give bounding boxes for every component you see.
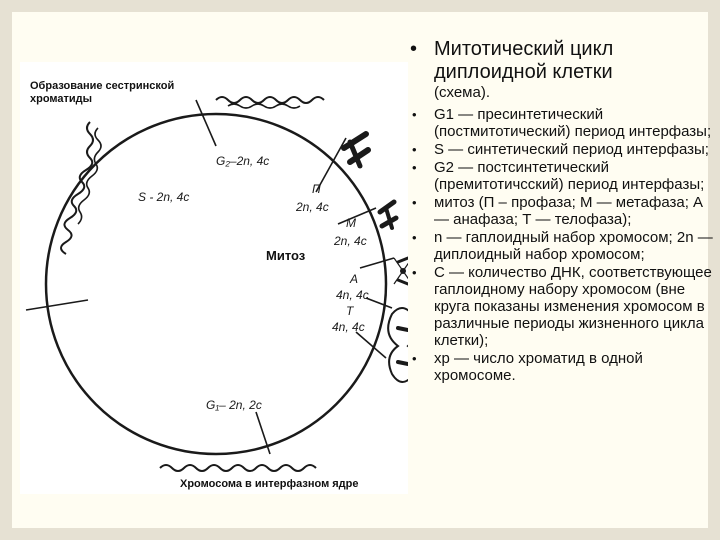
slide-subtitle: (схема). — [434, 84, 490, 101]
legend-item-g2: • G2 — постсинтетический (премитотичсский) период интерфазы; — [412, 159, 705, 193]
mitotic-cycle-diagram — [20, 62, 408, 494]
sister-chromatid-caption: Образование сестринской хроматиды — [30, 80, 175, 105]
mitosis-label: Митоз — [266, 248, 306, 263]
g2-label: G₂–2n, 4c — [216, 154, 270, 168]
bullet-icon: • — [412, 195, 417, 210]
bullet-icon: • — [412, 142, 417, 157]
prophase-chromosome — [344, 134, 368, 166]
metaphase-boundary-line — [338, 208, 376, 224]
metaphase-chromosome — [380, 202, 396, 228]
s-label: S - 2n, 4c — [138, 190, 190, 204]
interphase-chromosome — [160, 465, 316, 471]
s-phase-chromatid — [78, 128, 101, 224]
telophase-label: Т — [346, 304, 354, 318]
prophase-ploidy-label: 2n, 4c — [296, 200, 329, 214]
sister-chromatid-copy — [228, 104, 300, 108]
prophase-label: П — [312, 182, 321, 196]
bullet-icon: • — [412, 230, 417, 245]
s-boundary-line — [26, 300, 88, 310]
legend-item-s: • S — синтетический период интерфазы; — [412, 141, 709, 158]
sister-chromatid-forming — [216, 97, 324, 103]
metaphase-label: М — [346, 216, 356, 230]
legend-item-mitosis: • митоз (П – профаза; М — метафаза; А — анафаза; Т — телофаза); — [412, 194, 704, 228]
legend-item-ploidy: • n — гаплоидный набор хромосом; 2n — диплоидный набор хромосом; — [412, 229, 713, 263]
slide-title: Митотический цикл диплоидной клетки — [434, 38, 614, 83]
telophase-ploidy-label: 4n, 4c — [332, 320, 365, 334]
title-bullet: • — [410, 38, 418, 60]
telophase-boundary-line — [366, 298, 392, 308]
anaphase-label: А — [350, 272, 359, 286]
metaphase-ploidy-label: 2n, 4c — [334, 234, 367, 248]
legend-item-g1: • G1 — пресинтетический (постмитотический) период интерфазы; — [412, 106, 712, 140]
bullet-icon: • — [412, 265, 417, 280]
slide — [12, 12, 713, 528]
anaphase-ploidy-label: 4n, 4c — [336, 288, 369, 302]
interphase-chromosome-caption: Хромосома в интерфазном ядре — [180, 478, 359, 490]
slide-title-row — [404, 38, 714, 84]
g2-boundary-line — [196, 100, 216, 146]
legend-text — [404, 38, 714, 385]
legend-list — [404, 106, 714, 384]
bullet-icon: • — [412, 107, 417, 122]
legend-item-chromatids: • хр — число хроматид в одной хромосоме. — [412, 350, 643, 384]
g1-label: G₁– 2n, 2c — [206, 398, 262, 412]
bullet-icon: • — [412, 351, 417, 366]
anaphase-boundary-line — [360, 258, 394, 268]
legend-item-dna: • С — количество ДНК, соответствующее гаплоидному набору хромосом (вне круга показаны изменения хромосом в различные периоды жизненного цикла клетки); — [412, 264, 712, 349]
bullet-icon: • — [412, 160, 417, 175]
